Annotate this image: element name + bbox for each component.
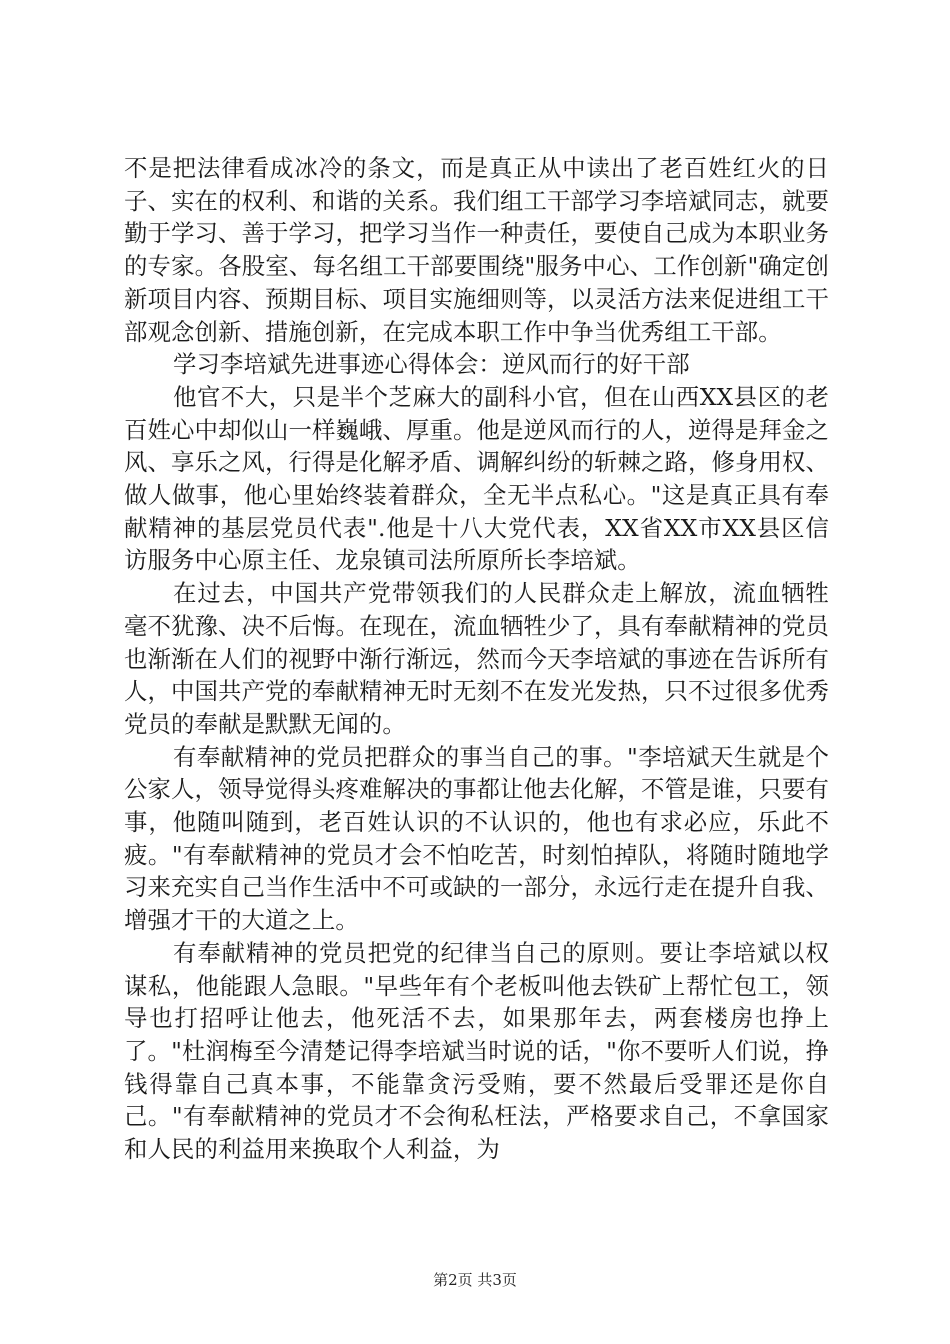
paragraph-continued: 不是把法律看成冰冷的条文，而是真正从中读出了老百姓红火的日子、实在的权利、和谐的关系。我们组工干部学习李培斌同志，就要勤于学习、善于学习，把学习当作一种责任，要使自己成为本职业务的专家。各股室、每名组工干部要围绕"服务中心、工作创新"确定创新项目内容、预期目标、项目实施细则等，以灵活方法来促进组工干部观念创新、措施创新，在完成本职工作中争当优秀组工干部。 xyxy=(124,154,829,346)
document-body xyxy=(124,152,829,1166)
page-number-footer: 第2页 共3页 xyxy=(433,1271,517,1289)
paragraph: 有奉献精神的党员把群众的事当自己的事。"李培斌天生就是个公家人，领导觉得头疼难解决的事都让他去化解，不管是谁，只要有事，他随叫随到，老百姓认识的不认识的，他也有求必应，乐此不疲。"有奉献精神的党员才会不怕吃苦，时刻怕掉队，将随时随地学习来充实自己当作生活中不可或缺的一部分，永远行走在提升自我、增强才干的大道之上。 xyxy=(124,742,829,935)
section-heading: 学习李培斌先进事迹心得体会：逆风而行的好干部 xyxy=(173,350,690,379)
paragraph: 在过去，中国共产党带领我们的人民群众走上解放，流血牺牲毫不犹豫、决不后悔。在现在，流血牺牲少了，具有奉献精神的党员也渐渐在人们的视野中渐行渐远，然而今天李培斌的事迹在告诉所有人，中国共产党的奉献精神无时无刻不在发光发热，只不过很多优秀党员的奉献是默默无闻的。 xyxy=(124,579,829,738)
paragraph: 有奉献精神的党员把党的纪律当自己的原则。要让李培斌以权谋私，他能跟人急眼。"早些年有个老板叫他去铁矿上帮忙包工，领导也打招呼让他去，他死活不去，如果那年去，两套楼房也挣上了。"杜润梅至今清楚记得李培斌当时说的话，"你不要听人们说，挣钱得靠自己真本事，不能靠贪污受贿，要不然最后受罪还是你自己。"有奉献精神的党员才不会徇私枉法，严格要求自己，不拿国家和人民的利益用来换取个人利益，为 xyxy=(124,938,829,1164)
paragraph: 他官不大，只是半个芝麻大的副科小官，但在山西XX县区的老百姓心中却似山一样巍峨、厚重。他是逆风而行的人，逆得是拜金之风、享乐之风，行得是化解矛盾、调解纠纷的斩棘之路，修身用权、做人做事，他心里始终装着群众，全无半点私心。"这是真正具有奉献精神的基层党员代表".他是十八大党代表，XX省XX市XX县区信访服务中心原主任、龙泉镇司法所原所长李培斌。 xyxy=(124,382,829,575)
